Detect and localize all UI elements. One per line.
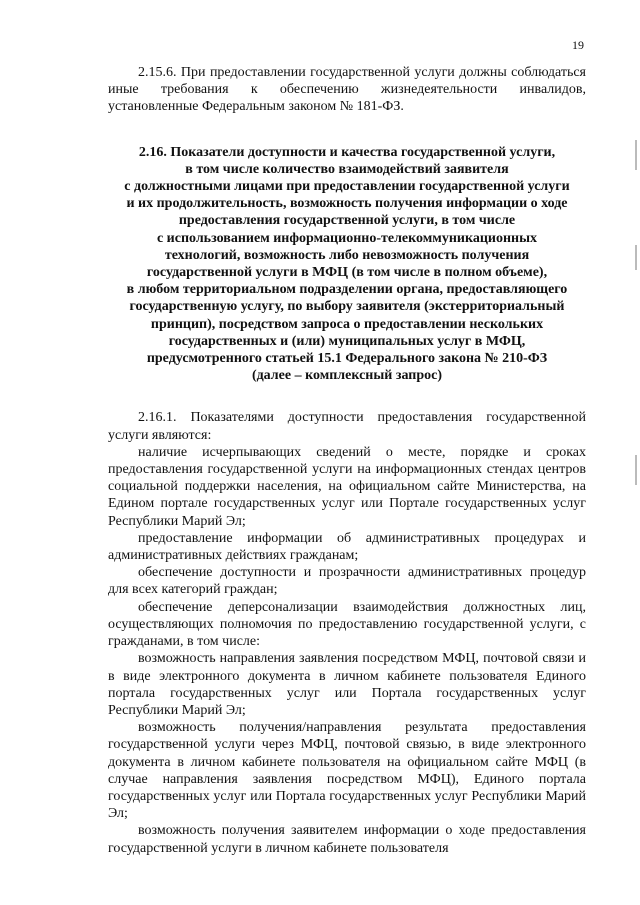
list-item: обеспечение доступности и прозрачности административных процедур для всех категорий граждан; <box>108 565 586 598</box>
paragraph-2-16-1: 2.16.1. Показателями доступности предоставления государственной услуги являются: <box>108 410 586 443</box>
list-item: возможность направления заявления посредством МФЦ, почтовой связи и в виде электронного документа в личном кабинете пользователя Единого портала государственных услуг или Портала государственных услуг Республики Марий Эл; <box>108 651 586 718</box>
list-item: наличие исчерпывающих сведений о месте, порядке и сроках предоставления государственной услуги на информационных стендах центров социальной поддержки населения, на официальном сайте Министерства, на Едином портале государственных услуг или Портале государственных услуг Республики Марий Эл; <box>108 444 586 529</box>
list-item: возможность получения/направления результата предоставления государственной услуги через МФЦ, почтовой связью, в виде электронного документа в личном кабинете пользователя на официальном сайте МФЦ (в случае направления заявления посредством МФЦ), Единого портала государственных услуг или Портала государственных услуг Республики Марий Эл; <box>108 720 586 822</box>
heading-line: государственную услугу, по выбору заявителя (экстерриториальный <box>129 299 565 315</box>
heading-line: принцип), посредством запроса о предоставлении нескольких <box>150 316 544 332</box>
heading-line: государственной услуги в МФЦ (в том числе в полном объеме), <box>146 265 548 281</box>
heading-line: с использованием информационно-телекоммуникационных <box>156 230 538 246</box>
heading-line: технологий, возможность либо невозможность получения <box>164 247 530 263</box>
page-number: 19 <box>572 38 584 52</box>
scan-edge-mark <box>635 245 637 270</box>
scan-edge-mark <box>635 140 637 170</box>
scan-edge-mark <box>635 455 637 485</box>
heading-line: предусмотренного статьей 15.1 Федерального закона № 210-ФЗ <box>146 351 548 367</box>
document-body <box>108 64 586 857</box>
heading-line: в любом территориальном подразделении органа, предоставляющего <box>126 282 568 298</box>
heading-line: предоставления государственной услуги, в том числе <box>178 213 516 229</box>
heading-line: и их продолжительность, возможность получения информации о ходе <box>126 196 568 212</box>
list-item: обеспечение деперсонализации взаимодействия должностных лиц, осуществляющих полномочия по предоставлению государственной услуги, с гражданами, в том числе: <box>108 599 586 650</box>
heading-line: в том числе количество взаимодействий заявителя <box>185 161 509 177</box>
paragraph-2-15-6: 2.15.6. При предоставлении государственной услуги должны соблюдаться иные требования к обеспечению жизнедеятельности инвалидов, установленные Федеральным законом № 181-ФЗ. <box>108 65 586 115</box>
heading-line: (далее – комплексный запрос) <box>251 368 443 384</box>
heading-line: государственных и (или) муниципальных услуг в МФЦ, <box>168 333 526 349</box>
heading-line: 2.16. Показатели доступности и качества государственной услуги, <box>138 144 556 160</box>
section-heading-2-16 <box>108 144 586 385</box>
list-item: возможность получения заявителем информации о ходе предоставления государственной услуги в личном кабинете пользователя <box>108 823 586 856</box>
heading-line: с должностными лицами при предоставлении государственной услуги <box>124 179 570 195</box>
list-item: предоставление информации об административных процедурах и административных действиях гражданам; <box>108 530 586 564</box>
